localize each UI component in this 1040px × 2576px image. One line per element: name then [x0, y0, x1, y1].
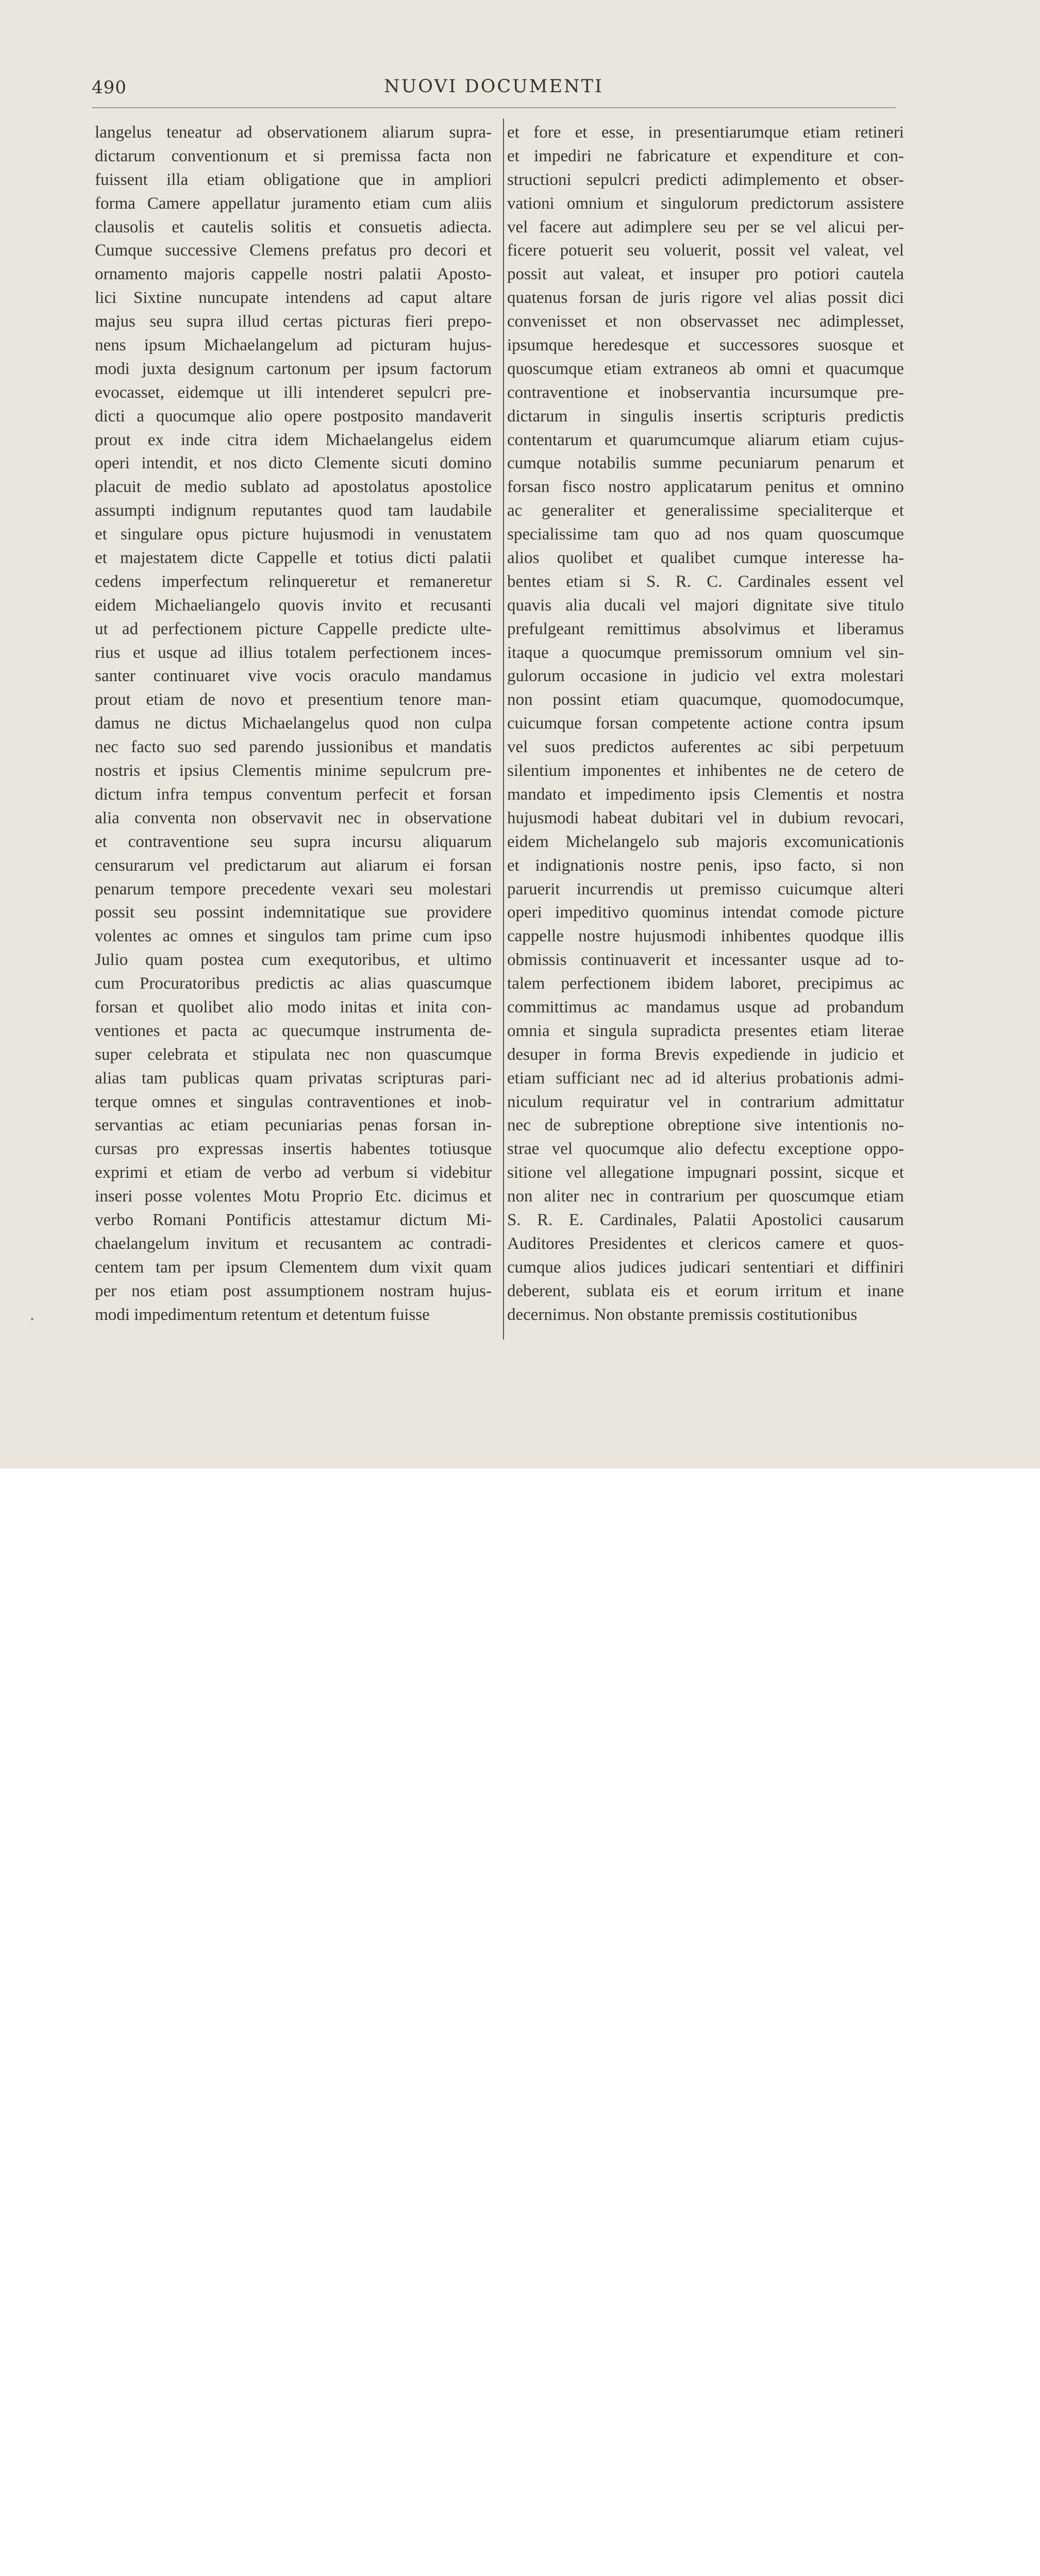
text-line: non aliter nec in contrarium per quoscumque etiam [507, 1187, 904, 1206]
text-line: alia conventa non observavit nec in observatione [95, 808, 492, 827]
text-line: volentes ac omnes et singulos tam prime cum ipso [95, 927, 492, 946]
text-line: inseri posse volentes Motu Proprio Etc. dicimus et [95, 1187, 492, 1206]
text-line: quatenus forsan de juris rigore vel alias possit dici [507, 289, 904, 308]
text-line: ornamento majoris cappelle nostri palatii Aposto- [95, 265, 492, 284]
text-line: damus ne dictus Michaelangelus quod non culpa [95, 714, 492, 733]
text-line: sitione vel allegatione impugnari possint, sicque et [507, 1163, 904, 1182]
text-line: gulorum occasione in judicio vel extra molestari [507, 667, 904, 686]
text-line: cum Procuratoribus predictis ac alias quascumque [95, 974, 492, 993]
text-line: et contraventione seu supra incursu aliquarum [95, 832, 492, 851]
text-line: clausolis et cautelis solitis et consuetis adiecta. [95, 217, 492, 236]
text-line: talem perfectionem ibidem laboret, precipimus ac [507, 974, 904, 993]
text-line: et singulare opus picture hujusmodi in venustatem [95, 525, 492, 544]
text-line: specialissime tam quo ad nos quam quoscumque [507, 525, 904, 544]
text-line: nens ipsum Michaelangelum ad picturam hujus- [95, 336, 492, 355]
right-text-column [507, 121, 904, 1327]
page-header [92, 73, 896, 104]
text-line: dicti a quocumque alio opere postposito mandaverit [95, 406, 492, 426]
text-line: cumque notabilis summe pecuniarum penarum et [507, 454, 904, 473]
text-line: vationi omnium et singulorum predictorum assistere [507, 194, 904, 213]
text-line: servantias ac etiam pecuniarias penas forsan in- [95, 1116, 492, 1135]
scan-speck [31, 1318, 33, 1320]
text-line: forsan et quolibet alio modo initas et inita con- [95, 997, 492, 1016]
text-line: dictarum conventionum et si premissa facta non [95, 146, 492, 165]
text-line: ac generaliter et generalissime specialiterque et [507, 501, 904, 520]
text-line: assumpti indignum reputantes quod tam laudabile [95, 501, 492, 520]
text-line: modi impedimentum retentum et detentum fuisse [95, 1305, 430, 1324]
text-line: penarum tempore precedente vexari seu molestari [95, 879, 492, 899]
text-line: mandato et impedimento ipsis Clementis et nostra [507, 785, 904, 804]
text-line: vel facere aut adimplere seu per se vel alicui per- [507, 217, 904, 236]
text-line: bentes etiam si S. R. C. Cardinales essent vel [507, 572, 904, 591]
text-line: paruerit incurrendis ut premisso cuicumque alteri [507, 879, 904, 899]
text-line: cumque alios judices judicari sententiari et diffiniri [507, 1258, 904, 1277]
text-line: forma Camere appellatur juramento etiam cum aliis [95, 194, 492, 213]
text-line: ipsumque heredesque et successores suosque et [507, 336, 904, 355]
header-divider [92, 107, 896, 108]
text-line: vel suos predictos auferentes ac sibi perpetuum [507, 738, 904, 757]
text-line: etiam sufficiant nec ad id alterius probationis admi- [507, 1069, 904, 1088]
text-line: alias tam publicas quam privatas scripturas pari- [95, 1069, 492, 1088]
text-line: decernimus. Non obstante premissis costitutionibus [507, 1305, 858, 1324]
text-line: super celebrata et stipulata nec non quascumque [95, 1045, 492, 1064]
text-line: ventiones et pacta ac quecumque instrumenta de- [95, 1021, 492, 1040]
text-line: et indignationis nostre penis, ipso facto, si non [507, 856, 904, 875]
text-line: S. R. E. Cardinales, Palatii Apostolici causarum [507, 1210, 904, 1229]
text-line: Cumque successive Clemens prefatus pro decori et [95, 241, 492, 260]
text-line: dictarum in singulis insertis scripturis predictis [507, 406, 904, 426]
text-line: prout etiam de novo et presentium tenore man- [95, 690, 492, 709]
text-line: prout ex inde citra idem Michaelangelus eidem [95, 430, 492, 449]
text-line: et fore et esse, in presentiarumque etiam retineri [507, 123, 904, 142]
text-line: non possint etiam quacumque, quomodocumque, [507, 690, 904, 709]
text-line: hujusmodi habeat dubitari vel in dubium revocari, [507, 808, 904, 827]
text-line: majus seu supra illud certas picturas fieri prepo- [95, 312, 492, 331]
text-line: verbo Romani Pontificis attestamur dictum Mi- [95, 1210, 492, 1229]
text-line: lici Sixtine nuncupate intendens ad caput altare [95, 289, 492, 308]
text-line: possit aut valeat, et insuper pro potiori cautela [507, 265, 904, 284]
text-line: forsan fisco nostro applicatarum penitus et omnino [507, 478, 904, 497]
text-line: desuper in forma Brevis expediende in judicio et [507, 1045, 904, 1064]
text-line: deberent, sublata eis et eorum irritum et inane [507, 1281, 904, 1300]
text-line: eidem Michaeliangelo quovis invito et recusanti [95, 596, 492, 615]
text-line: prefulgeant remittimus absolvimus et liberamus [507, 619, 904, 638]
text-line: per nos etiam post assumptionem nostram hujus- [95, 1281, 492, 1300]
text-line: censurarum vel predictarum aut aliarum ei forsan [95, 856, 492, 875]
text-line: modi juxta designum cartonum per ipsum factorum [95, 359, 492, 378]
text-line: alios quolibet et qualibet cumque interesse ha- [507, 549, 904, 568]
text-line: dictum infra tempus conventum perfecit et forsan [95, 785, 492, 804]
text-line: terque omnes et singulas contraventiones et inob- [95, 1092, 492, 1111]
text-line: centem tam per ipsum Clementem dum vixit quam [95, 1258, 492, 1277]
text-line: et impediri ne fabricature et expenditure et con- [507, 146, 904, 165]
text-line: fuissent illa etiam obligatione que in ampliori [95, 170, 492, 189]
text-line: ficere potuerit seu voluerit, possit vel valeat, vel [507, 241, 904, 260]
text-line: quavis alia ducali vel majori dignitate sive titulo [507, 596, 904, 615]
text-line: nec de subreptione obreptione sive intentionis no- [507, 1116, 904, 1135]
text-line: contraventione et inobservantia incursumque pre- [507, 383, 904, 402]
text-line: nec facto suo sed parendo jussionibus et mandatis [95, 738, 492, 757]
text-line: langelus teneatur ad observationem aliarum supra- [95, 123, 492, 142]
text-line: strae vel quocumque alio defectu exceptione oppo- [507, 1140, 904, 1159]
text-line: placuit de medio sublato ad apostolatus apostolice [95, 478, 492, 497]
text-line: possit seu possint indemnitatique sue providere [95, 903, 492, 922]
running-head: NUOVI DOCUMENTI [384, 76, 603, 97]
text-line: omnia et singula supradicta presentes etiam literae [507, 1021, 904, 1040]
text-line: structioni sepulcri predicti adimplemento et obser- [507, 170, 904, 189]
text-line: santer continuaret vive vocis oraculo mandamus [95, 667, 492, 686]
text-line: obmissis continuaverit et incessanter usque ad to- [507, 951, 904, 970]
text-line: committimus ac mandamus usque ad probandum [507, 997, 904, 1016]
text-line: evocasset, eidemque ut illi intenderet sepulcri pre- [95, 383, 492, 402]
text-line: cursas pro expressas insertis habentes totiusque [95, 1140, 492, 1159]
text-line: nostris et ipsius Clementis minime sepulcrum pre- [95, 761, 492, 781]
text-line: quoscumque etiam extraneos ab omni et quacumque [507, 359, 904, 378]
text-line: Auditores Presidentes et clericos camere et quos- [507, 1234, 904, 1253]
left-text-column [95, 121, 492, 1327]
text-line: operi impeditivo quominus intendat comode picture [507, 903, 904, 922]
text-line: cedens imperfectum relinqueretur et remaneretur [95, 572, 492, 591]
text-line: chaelangelum invitum et recusantem ac contradi- [95, 1234, 492, 1253]
text-line: silentium imponentes et inhibentes ne de cetero de [507, 761, 904, 781]
text-line: cuicumque forsan competente actione contra ipsum [507, 714, 904, 733]
column-divider [503, 118, 504, 1340]
text-line: ut ad perfectionem picture Cappelle predicte ulte- [95, 619, 492, 638]
text-line: eidem Michelangelo sub majoris excomunicationis [507, 832, 904, 851]
text-line: exprimi et etiam de verbo ad verbum si videbitur [95, 1163, 492, 1182]
text-line: rius et usque ad illius totalem perfectionem inces- [95, 643, 492, 662]
text-line: operi intendit, et nos dicto Clemente sicuti domino [95, 454, 492, 473]
text-line: Julio quam postea cum exequtoribus, et ultimo [95, 951, 492, 970]
text-line: niculum requiratur vel in contrarium admittatur [507, 1092, 904, 1111]
text-line: cappelle nostre hujusmodi inhibentes quodque illis [507, 927, 904, 946]
page-number: 490 [92, 77, 127, 98]
text-line: contentarum et quarumcumque aliarum etiam cujus- [507, 430, 904, 449]
text-line: itaque a quocumque premissorum omnium vel sin- [507, 643, 904, 662]
text-line: convenisset et non observasset nec adimplesset, [507, 312, 904, 331]
text-line: et majestatem dicte Cappelle et totius dicti palatii [95, 549, 492, 568]
digitization-footer [0, 1468, 1040, 1634]
